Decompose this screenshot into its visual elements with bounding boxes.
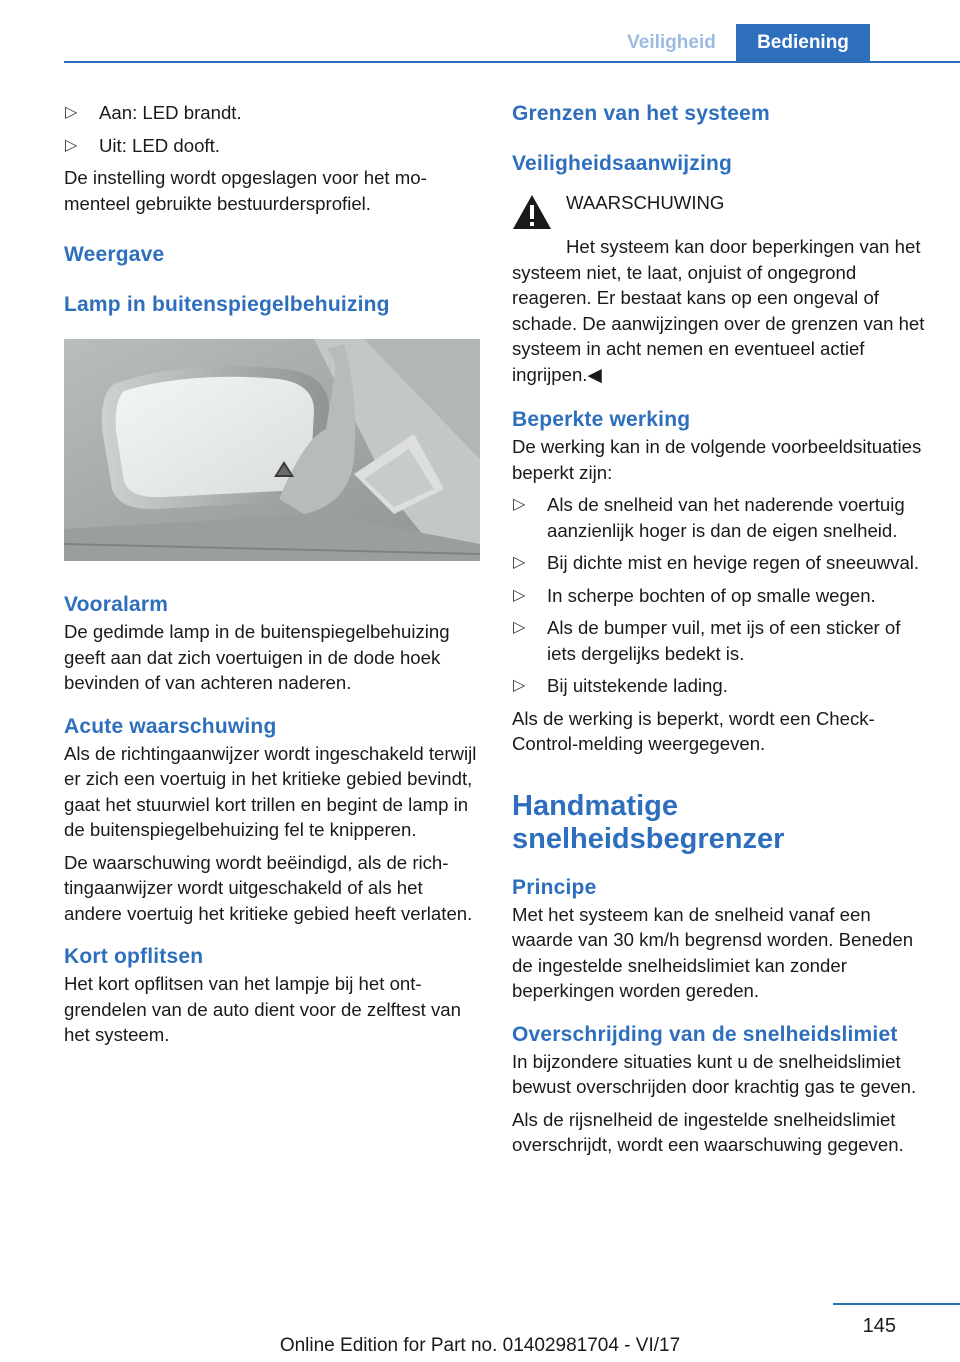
heading-handmatige-2: snelheidsbegrenzer: [512, 822, 785, 855]
list-item: [512, 673, 930, 699]
paragraph-acute-2: De waarschuwing wordt beëindigd, als de richtingaanwijzer wordt uitgeschakeld of als het andere voertuig het kritieke gebied heeft verlaten.: [64, 851, 473, 924]
paragraph-overschrijding-1: In bijzondere situaties kunt u de snelheidslimiet bewust overschrijden door krachtig gas te geven.: [512, 1050, 917, 1097]
left-column: [64, 100, 480, 1055]
tab-veiligheid[interactable]: Veiligheid: [627, 31, 716, 53]
list-item-text: Bij uitstekende lading.: [547, 675, 728, 696]
mirror-lamp-photo: [64, 339, 480, 561]
paragraph-acute-1: Als de richtingaanwijzer wordt ingeschakeld terwijl er zich een voertuig in het kritieke gebied bevindt, gaat het stuurwiel kort trillen en begint de lamp in de buitenspiegelbehuizing fel te knipperen.: [64, 742, 477, 840]
list-item-text: Uit: LED dooft.: [99, 134, 220, 156]
paragraph-overschrijding-2: Als de rijsnelheid de ingestelde snelheidslimiet overschrijdt, wordt een waarschuwing gegeven.: [512, 1108, 904, 1155]
bullet-marker: ▷: [65, 104, 78, 121]
warning-triangle-icon: [512, 194, 552, 230]
footer-edition: Online Edition for Part no. 01402981704 - VI/17: [279, 1335, 681, 1356]
bullet-marker: ▷: [513, 554, 526, 571]
tab-bediening[interactable]: Bediening: [736, 24, 870, 61]
paragraph-beperkte: De werking kan in de volgende voorbeeldsituaties beperkt zijn:: [512, 436, 922, 483]
list-item-text: Als de bumper vuil, met ijs of een sticker of iets dergelijks bedekt is.: [547, 617, 901, 664]
warning-block: [512, 190, 930, 230]
heading-beperkte-werking: Beperkte werking: [512, 408, 691, 431]
list-item-text: In scherpe bochten of op smalle wegen.: [547, 584, 876, 606]
bullet-marker: ▷: [513, 586, 526, 604]
paragraph-vooralarm: De gedimde lamp in de buitenspiegelbehuizing geeft aan dat zich voertuigen in de dode hoek bevinden of van achteren naderen.: [64, 621, 450, 693]
heading-principe: Principe: [512, 875, 597, 899]
warning-text: Het systeem kan door beperkingen van het systeem niet, te laat, onjuist of ongegrond reageren. Er bestaat kans op een ongeval of schade. De aanwijzingen over de grenzen van het systeem in acht nemen en eventueel actief ingrijpen.◀: [512, 236, 925, 385]
header-rule: [64, 61, 960, 63]
bullet-marker: ▷: [65, 136, 78, 154]
heading-veiligheidsaanwijzing: Veiligheidsaanwijzing: [512, 152, 733, 175]
heading-weergave: Weergave: [64, 243, 165, 266]
list-item: [512, 492, 930, 543]
warning-title: WAARSCHUWING: [566, 192, 725, 213]
heading-acute: Acute waarschuwing: [64, 714, 277, 738]
heading-handmatige-1: Handmatige: [512, 789, 678, 822]
list-item: [512, 615, 930, 666]
page-number: 145: [862, 1315, 896, 1337]
right-column: [512, 100, 930, 1165]
list-item: [512, 550, 930, 576]
list-item-text: Aan: LED brandt.: [99, 102, 242, 123]
bullet-marker: ▷: [513, 496, 526, 513]
list-item-text: Bij dichte mist en hevige regen of sneeuwval.: [547, 552, 920, 573]
footer-rule: [833, 1303, 960, 1305]
paragraph-check-control: Als de werking is beperkt, wordt een Check-Control-melding weergegeven.: [512, 707, 875, 754]
heading-kort: Kort opflitsen: [64, 945, 204, 968]
list-item-text: Als de snelheid van het naderende voertuig aanzienlijk hoger is dan de eigen snelheid.: [547, 494, 905, 541]
heading-lamp: Lamp in buitenspiegelbehuizing: [64, 293, 390, 316]
heading-grenzen: Grenzen van het systeem: [512, 102, 770, 125]
heading-vooralarm: Vooralarm: [64, 593, 169, 616]
paragraph-kort: Het kort opflitsen van het lampje bij het ontgrendelen van de auto dient voor de zelftest van het systeem.: [64, 973, 461, 1045]
list-item: [512, 583, 930, 609]
bullet-marker: ▷: [513, 619, 526, 636]
heading-overschrijding: Overschrijding van de snelheidslimiet: [512, 1022, 898, 1046]
list-item: [64, 133, 480, 159]
bullet-marker: ▷: [513, 677, 526, 694]
paragraph-principe: Met het systeem kan de snelheid vanaf een waarde van 30 km/h begrensd worden. Beneden de ingestelde snelheidslimiet kan zonder beperkingen worden gereden.: [512, 903, 914, 1001]
list-item: [64, 100, 480, 126]
paragraph-setting: De instelling wordt opgeslagen voor het momenteel gebruikte bestuurdersprofiel.: [64, 167, 427, 214]
